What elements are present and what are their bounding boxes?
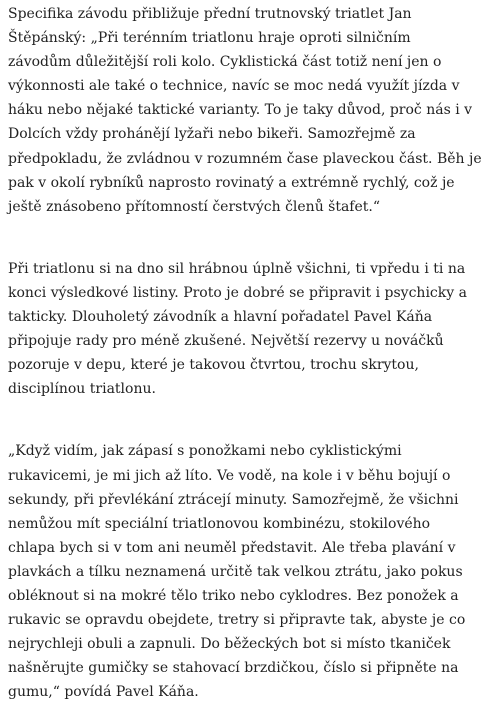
paragraph-line: obléknout si na mokré tělo triko nebo cyklodres. Bez ponožek a	[8, 587, 459, 604]
article-body	[8, 2, 482, 704]
paragraph-line: Dolcích vždy prohánějí lyžaři nebo bikeři. Samozřejmě za	[8, 126, 416, 143]
article-paragraph	[8, 2, 482, 219]
paragraph-line: pak v okolí rybníků naprosto rovinatý a extrémně rychlý, což je	[8, 174, 455, 191]
paragraph-line: rukavicemi, je mi jich až líto. Ve vodě, na kole i v běhu bojují o	[8, 467, 451, 484]
paragraph-line: Specifika závodu přibližuje přední trutnovský triatlet Jan	[8, 6, 412, 22]
paragraph-line: sekundy, při převlékání ztrácejí minuty. Samozřejmě, že všichni	[8, 491, 459, 508]
paragraph-line: Při triatlonu si na dno sil hrábnou úplně všichni, ti vpředu i ti na	[8, 260, 466, 277]
paragraph-line: háku nebo nějaké taktické varianty. To je taky důvod, proč nás i v	[8, 102, 473, 119]
paragraph-line: závodům důležitější roli kolo. Cyklistická část totiž není jen o	[8, 54, 442, 71]
paragraph-line: „Když vidím, jak zápasí s ponožkami nebo cyklistickými	[8, 443, 402, 460]
paragraph-line: výkonnosti ale také o technice, navíc se moc nedá využít jízda v	[8, 78, 460, 95]
paragraph-line: gumu,“ povídá Pavel Káňa.	[8, 684, 199, 701]
article-paragraph	[8, 439, 482, 704]
paragraph-line: disciplínou triatlonu.	[8, 381, 156, 398]
paragraph-line: rukavic se opravdu obejdete, tretry si připravte tak, abyste je co	[8, 612, 466, 629]
paragraph-line: plavkách a tílku neznamená určitě tak velkou ztrátu, jako pokus	[8, 563, 463, 580]
paragraph-line: konci výsledkové listiny. Proto je dobré se připravit i psychicky a	[8, 284, 467, 301]
article-paragraph	[8, 257, 482, 402]
paragraph-line: Štěpánský: „Při terénním triatlonu hraje oproti silničním	[8, 30, 411, 47]
paragraph-line: připojuje rady pro méně zkušené. Největší rezervy u nováčků	[8, 333, 444, 350]
paragraph-line: ještě znásobeno přítomností čerstvých členů štafet.“	[8, 198, 381, 215]
paragraph-line: pozoruje v depu, které je takovou čtvrtou, trochu skrytou,	[8, 357, 419, 374]
paragraph-line: nejrychleji obuli a zapnuli. Do běžeckých bot si místo tkaniček	[8, 636, 451, 653]
paragraph-line: předpokladu, že zvládnou v rozumném čase plaveckou část. Běh je	[8, 150, 482, 167]
paragraph-line: takticky. Dlouholetý závodník a hlavní pořadatel Pavel Káňa	[8, 309, 433, 326]
paragraph-line: našněrujte gumičky se stahovací brzdičkou, číslo si připněte na	[8, 660, 459, 677]
paragraph-line: chlapa bych si v tom ani neuměl představit. Ale třeba plavání v	[8, 539, 456, 556]
paragraph-line: nemůžou mít speciální triatlonovou kombinézu, stokilového	[8, 515, 431, 532]
